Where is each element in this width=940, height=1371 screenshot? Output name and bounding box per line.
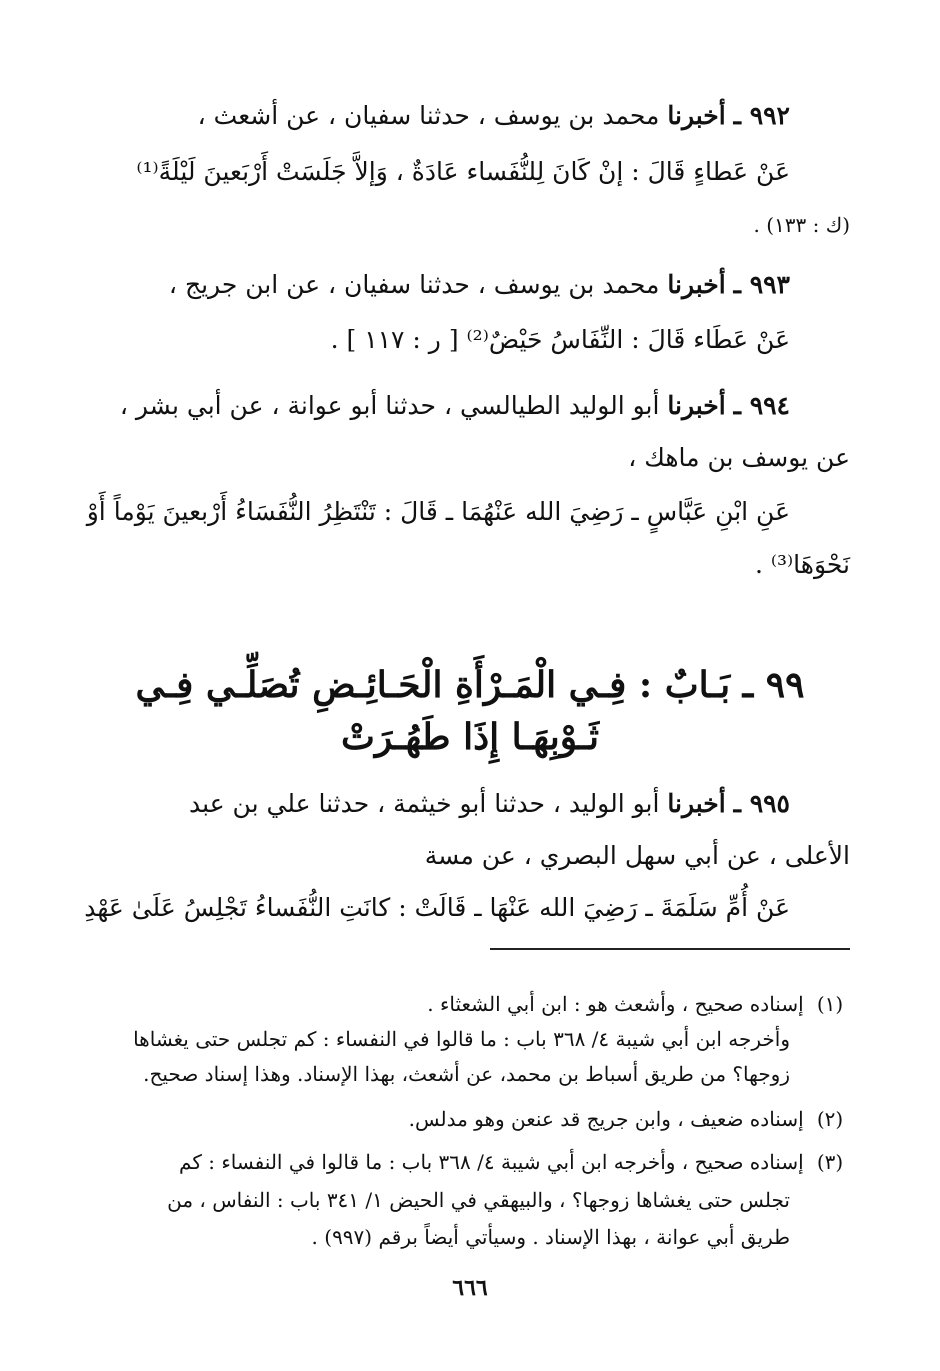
footnote-text: إسناده صحيح ، وأخرجه ابن أبي شيبة ٤/ ٣٦٨ باب : ما قالوا في النفساء : كم: [179, 1150, 804, 1174]
isnad-text: محمد بن يوسف ، حدثنا سفيان ، عن ابن جريج ،: [168, 270, 660, 299]
footnote-3-line-3: طريق أبي عوانة ، بهذا الإسناد . وسيأتي أيضاً برقم (٩٩٧) .: [311, 1225, 790, 1249]
isnad-text: محمد بن يوسف ، حدثنا سفيان ، عن أشعث ،: [197, 101, 660, 130]
isnad-text: أبو الوليد ، حدثنا أبو خيثمة ، حدثنا علي بن عبد: [189, 789, 660, 818]
narration-keyword: أخبرنا: [667, 391, 726, 420]
entry-995-line-1: [189, 784, 790, 824]
footnote-1: [85, 988, 850, 1021]
entry-number: ٩٩٢ ـ: [733, 101, 790, 130]
entry-number: ٩٩٤ ـ: [733, 391, 790, 420]
footnote-1-line-2: وأخرجه ابن أبي شيبة ٤/ ٣٦٨ باب : ما قالوا في النفساء : كم تجلس حتى يغشاها: [133, 1027, 790, 1051]
entry-994-line-1: [120, 386, 790, 426]
entry-992-line-2: عَنْ عَطاءٍ قَالَ : إنْ كَانَ لِلنُّفَساء عَادَةٌ ، وَإلاَّ جَلَسَتْ أَرْبَعينَ لَيْلَةً⁽¹⁾: [136, 157, 790, 186]
entry-992-line-3: (ك : ١٣٣) .: [753, 213, 850, 237]
entry-994-line-4: نَحْوَهَا⁽³⁾ .: [754, 550, 850, 579]
footnote-marker: (١): [816, 992, 844, 1016]
footnote-text: إسناده ضعيف ، وابن جريج قد عنعن وهو مدلس.: [408, 1107, 804, 1131]
entry-993-line-1: [169, 265, 790, 305]
entry-number: ٩٩٣ ـ: [733, 270, 790, 299]
footnote-3: [85, 1146, 850, 1179]
footnote-2: [85, 1103, 850, 1136]
chapter-heading-line-1: ٩٩ ـ بَـابٌ : فِـي الْمَـرْأَةِ الْحَـائِـضِ تُصَلِّـي فِـي: [135, 664, 805, 706]
chapter-heading-line-2: ثَـوْبِهَـا إِذَا طَهُـرَتْ: [341, 716, 599, 758]
entry-995-line-2: الأعلى ، عن أبي سهل البصري ، عن مسة: [424, 841, 850, 870]
footnote-1-line-3: زوجها؟ من طريق أسباط بن محمد، عن أشعث، بهذا الإسناد. وهذا إسناد صحيح.: [143, 1062, 790, 1086]
footnote-3-line-2: تجلس حتى يغشاها زوجها؟ ، والبيهقي في الحيض ١/ ٣٤١ باب : النفاس ، من: [167, 1188, 790, 1212]
footnote-separator: [490, 948, 850, 950]
page-number: ٦٦٦: [452, 1275, 488, 1301]
entry-994-line-3: عَنِ ابْنِ عَبَّاسٍ ـ رَضِيَ الله عَنْهُمَا ـ قَالَ : تَنْتَظِرُ النُّفَسَاءُ أَرْبعينَ يَوْماً أَوْ: [86, 497, 790, 526]
entry-995-line-3: عَنْ أُمِّ سَلَمَةَ ـ رَضِيَ الله عَنْهَا ـ قَالَتْ : كانَتِ النُّفَساءُ تَجْلِسُ عَلَىٰ عَهْدِ: [84, 893, 790, 922]
footnote-text: إسناده صحيح ، وأشعث هو : ابن أبي الشعثاء .: [427, 992, 804, 1016]
entry-992-line-1: [198, 96, 790, 136]
isnad-text: أبو الوليد الطيالسي ، حدثنا أبو عوانة ، عن أبي بشر ،: [119, 391, 660, 420]
narration-keyword: أخبرنا: [667, 789, 726, 818]
entry-993-line-2: عَنْ عَطَاء قَالَ : النِّفَاسُ حَيْضٌ⁽²⁾ [ ر : ١١٧ ] .: [330, 325, 790, 354]
footnote-marker: (٢): [816, 1107, 844, 1131]
narration-keyword: أخبرنا: [667, 101, 726, 130]
entry-994-line-2: عن يوسف بن ماهك ،: [628, 443, 850, 472]
narration-keyword: أخبرنا: [667, 270, 726, 299]
entry-number: ٩٩٥ ـ: [733, 789, 790, 818]
footnote-marker: (٣): [816, 1150, 844, 1174]
